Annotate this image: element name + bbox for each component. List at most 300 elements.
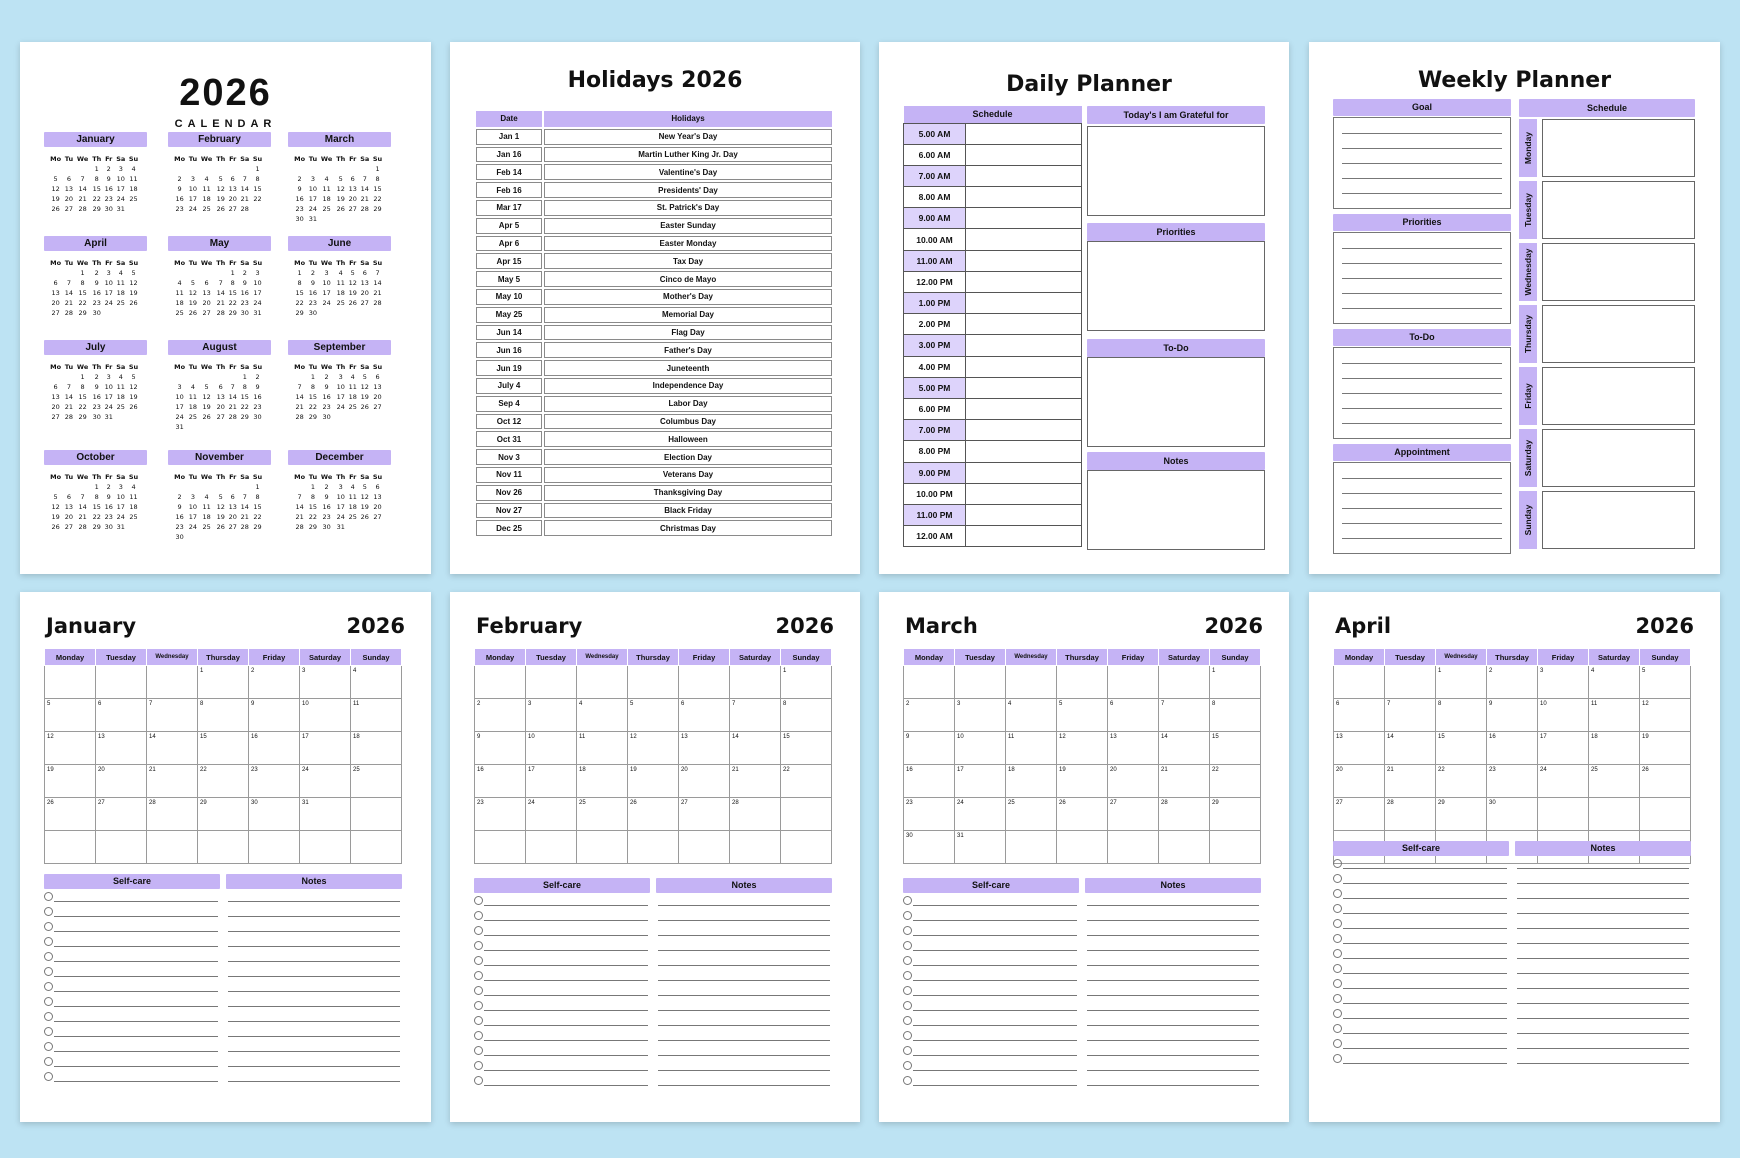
day-cell[interactable]: 21 <box>1159 765 1210 798</box>
notes-line[interactable] <box>1515 916 1691 931</box>
notes-line[interactable] <box>226 964 402 979</box>
day-cell[interactable]: 21 <box>1385 765 1436 798</box>
schedule-slot[interactable] <box>966 123 1082 144</box>
notes-line[interactable] <box>226 1009 402 1024</box>
day-cell[interactable]: 14 <box>147 732 198 765</box>
day-cell[interactable] <box>628 666 679 699</box>
day-cell[interactable] <box>1057 666 1108 699</box>
checkbox-circle-icon[interactable] <box>903 1001 912 1010</box>
checkbox-circle-icon[interactable] <box>903 1016 912 1025</box>
day-cell[interactable]: 16 <box>249 732 300 765</box>
notes-line[interactable] <box>1515 976 1691 991</box>
day-cell[interactable]: 28 <box>1385 798 1436 831</box>
day-cell[interactable]: 5 <box>1640 666 1691 699</box>
day-cell[interactable]: 20 <box>96 765 147 798</box>
day-box-sunday[interactable] <box>1542 491 1695 549</box>
notes-line[interactable] <box>226 1024 402 1039</box>
day-cell[interactable]: 18 <box>1006 765 1057 798</box>
schedule-slot[interactable] <box>966 208 1082 229</box>
day-cell[interactable]: 27 <box>96 798 147 831</box>
checkbox-circle-icon[interactable] <box>1333 1054 1342 1063</box>
checkbox-circle-icon[interactable] <box>44 952 53 961</box>
day-cell[interactable]: 21 <box>730 765 781 798</box>
day-cell[interactable] <box>45 666 96 699</box>
selfcare-item[interactable] <box>1333 1051 1509 1066</box>
day-cell[interactable] <box>45 831 96 864</box>
selfcare-item[interactable] <box>1333 1036 1509 1051</box>
day-cell[interactable]: 1 <box>781 666 832 699</box>
notes-line[interactable] <box>1085 1073 1261 1088</box>
notes-line[interactable] <box>1085 998 1261 1013</box>
day-cell[interactable] <box>1210 831 1261 864</box>
day-cell[interactable] <box>1589 798 1640 831</box>
day-cell[interactable] <box>1057 831 1108 864</box>
notes-line[interactable] <box>226 994 402 1009</box>
day-cell[interactable]: 14 <box>1159 732 1210 765</box>
day-cell[interactable]: 19 <box>1057 765 1108 798</box>
notes-line[interactable] <box>1085 983 1261 998</box>
notes-line[interactable] <box>656 1058 832 1073</box>
day-cell[interactable]: 3 <box>955 699 1006 732</box>
day-cell[interactable]: 22 <box>198 765 249 798</box>
selfcare-item[interactable] <box>44 964 220 979</box>
day-cell[interactable]: 29 <box>1436 798 1487 831</box>
day-cell[interactable]: 9 <box>249 699 300 732</box>
day-box-wednesday[interactable] <box>1542 243 1695 301</box>
selfcare-item[interactable] <box>474 953 650 968</box>
notes-line[interactable] <box>656 923 832 938</box>
day-cell[interactable]: 19 <box>628 765 679 798</box>
day-cell[interactable] <box>198 831 249 864</box>
day-cell[interactable]: 17 <box>300 732 351 765</box>
checkbox-circle-icon[interactable] <box>1333 934 1342 943</box>
selfcare-item[interactable] <box>1333 991 1509 1006</box>
selfcare-item[interactable] <box>903 1013 1079 1028</box>
day-cell[interactable]: 13 <box>679 732 730 765</box>
notes-line[interactable] <box>226 1054 402 1069</box>
day-cell[interactable]: 12 <box>1640 699 1691 732</box>
day-cell[interactable]: 10 <box>1538 699 1589 732</box>
todo-lines-box[interactable] <box>1333 347 1511 439</box>
checkbox-circle-icon[interactable] <box>474 896 483 905</box>
day-cell[interactable] <box>475 666 526 699</box>
selfcare-item[interactable] <box>44 949 220 964</box>
day-cell[interactable]: 28 <box>147 798 198 831</box>
selfcare-item[interactable] <box>903 1058 1079 1073</box>
notes-line[interactable] <box>226 919 402 934</box>
day-cell[interactable]: 13 <box>96 732 147 765</box>
schedule-slot[interactable] <box>966 314 1082 335</box>
day-cell[interactable]: 8 <box>1436 699 1487 732</box>
day-cell[interactable]: 30 <box>904 831 955 864</box>
day-cell[interactable]: 3 <box>1538 666 1589 699</box>
day-cell[interactable] <box>904 666 955 699</box>
day-cell[interactable]: 13 <box>1108 732 1159 765</box>
notes-line[interactable] <box>656 908 832 923</box>
day-cell[interactable]: 20 <box>679 765 730 798</box>
notes-line[interactable] <box>656 968 832 983</box>
notes-line[interactable] <box>656 938 832 953</box>
checkbox-circle-icon[interactable] <box>474 1076 483 1085</box>
selfcare-item[interactable] <box>903 1043 1079 1058</box>
day-cell[interactable]: 17 <box>1538 732 1589 765</box>
schedule-slot[interactable] <box>966 356 1082 377</box>
day-cell[interactable] <box>1006 831 1057 864</box>
day-cell[interactable] <box>526 666 577 699</box>
day-cell[interactable]: 12 <box>628 732 679 765</box>
checkbox-circle-icon[interactable] <box>474 971 483 980</box>
day-cell[interactable]: 2 <box>904 699 955 732</box>
day-cell[interactable]: 16 <box>475 765 526 798</box>
notes-line[interactable] <box>656 1013 832 1028</box>
checkbox-circle-icon[interactable] <box>474 1031 483 1040</box>
day-cell[interactable]: 9 <box>904 732 955 765</box>
day-cell[interactable]: 8 <box>1210 699 1261 732</box>
day-cell[interactable]: 1 <box>1436 666 1487 699</box>
notes-line[interactable] <box>1085 938 1261 953</box>
day-cell[interactable]: 9 <box>1487 699 1538 732</box>
goal-lines-box[interactable] <box>1333 117 1511 209</box>
checkbox-circle-icon[interactable] <box>474 1061 483 1070</box>
checkbox-circle-icon[interactable] <box>903 896 912 905</box>
notes-line[interactable] <box>1515 1021 1691 1036</box>
schedule-slot[interactable] <box>966 187 1082 208</box>
day-cell[interactable]: 18 <box>351 732 402 765</box>
notes-line[interactable] <box>226 1069 402 1084</box>
day-cell[interactable] <box>96 831 147 864</box>
notes-line[interactable] <box>1515 961 1691 976</box>
notes-line[interactable] <box>1085 968 1261 983</box>
checkbox-circle-icon[interactable] <box>44 1072 53 1081</box>
notes-line[interactable] <box>656 1043 832 1058</box>
selfcare-item[interactable] <box>44 994 220 1009</box>
selfcare-item[interactable] <box>44 1039 220 1054</box>
day-cell[interactable]: 26 <box>1640 765 1691 798</box>
day-cell[interactable]: 10 <box>300 699 351 732</box>
day-cell[interactable]: 28 <box>1159 798 1210 831</box>
day-cell[interactable]: 10 <box>955 732 1006 765</box>
day-cell[interactable]: 31 <box>300 798 351 831</box>
notes-line[interactable] <box>1515 1036 1691 1051</box>
day-cell[interactable]: 1 <box>1210 666 1261 699</box>
appointment-lines-box[interactable] <box>1333 462 1511 554</box>
day-cell[interactable]: 30 <box>249 798 300 831</box>
day-cell[interactable]: 2 <box>1487 666 1538 699</box>
day-cell[interactable] <box>300 831 351 864</box>
notes-line[interactable] <box>656 1028 832 1043</box>
notes-box[interactable] <box>1087 470 1265 550</box>
selfcare-item[interactable] <box>1333 871 1509 886</box>
day-cell[interactable]: 23 <box>249 765 300 798</box>
day-cell[interactable] <box>679 666 730 699</box>
grateful-box[interactable] <box>1087 126 1265 216</box>
selfcare-item[interactable] <box>1333 1006 1509 1021</box>
day-cell[interactable] <box>679 831 730 864</box>
day-cell[interactable]: 19 <box>1640 732 1691 765</box>
selfcare-item[interactable] <box>903 1073 1079 1088</box>
priorities-box[interactable] <box>1087 241 1265 331</box>
checkbox-circle-icon[interactable] <box>1333 964 1342 973</box>
selfcare-item[interactable] <box>903 1028 1079 1043</box>
selfcare-item[interactable] <box>44 889 220 904</box>
checkbox-circle-icon[interactable] <box>1333 859 1342 868</box>
selfcare-item[interactable] <box>903 923 1079 938</box>
schedule-slot[interactable] <box>966 441 1082 462</box>
day-cell[interactable]: 15 <box>198 732 249 765</box>
day-box-tuesday[interactable] <box>1542 181 1695 239</box>
notes-line[interactable] <box>1515 1051 1691 1066</box>
checkbox-circle-icon[interactable] <box>1333 1024 1342 1033</box>
checkbox-circle-icon[interactable] <box>44 1057 53 1066</box>
notes-line[interactable] <box>1085 908 1261 923</box>
day-cell[interactable]: 26 <box>1057 798 1108 831</box>
checkbox-circle-icon[interactable] <box>1333 994 1342 1003</box>
day-cell[interactable]: 20 <box>1108 765 1159 798</box>
day-cell[interactable]: 4 <box>1006 699 1057 732</box>
selfcare-item[interactable] <box>1333 931 1509 946</box>
day-cell[interactable]: 11 <box>1589 699 1640 732</box>
day-cell[interactable]: 24 <box>526 798 577 831</box>
selfcare-item[interactable] <box>1333 1021 1509 1036</box>
day-cell[interactable]: 31 <box>955 831 1006 864</box>
notes-line[interactable] <box>1085 1058 1261 1073</box>
selfcare-item[interactable] <box>474 998 650 1013</box>
checkbox-circle-icon[interactable] <box>1333 979 1342 988</box>
checkbox-circle-icon[interactable] <box>903 1076 912 1085</box>
day-cell[interactable] <box>96 666 147 699</box>
day-cell[interactable]: 28 <box>730 798 781 831</box>
schedule-slot[interactable] <box>966 165 1082 186</box>
selfcare-item[interactable] <box>903 983 1079 998</box>
checkbox-circle-icon[interactable] <box>474 1001 483 1010</box>
day-cell[interactable]: 24 <box>300 765 351 798</box>
notes-line[interactable] <box>1515 931 1691 946</box>
day-cell[interactable]: 4 <box>1589 666 1640 699</box>
day-cell[interactable]: 12 <box>1057 732 1108 765</box>
notes-line[interactable] <box>1085 953 1261 968</box>
day-cell[interactable] <box>1108 831 1159 864</box>
day-cell[interactable]: 22 <box>1436 765 1487 798</box>
checkbox-circle-icon[interactable] <box>474 1016 483 1025</box>
day-cell[interactable]: 4 <box>577 699 628 732</box>
selfcare-item[interactable] <box>1333 946 1509 961</box>
day-cell[interactable]: 25 <box>1589 765 1640 798</box>
selfcare-item[interactable] <box>44 1009 220 1024</box>
checkbox-circle-icon[interactable] <box>474 941 483 950</box>
selfcare-item[interactable] <box>1333 916 1509 931</box>
notes-line[interactable] <box>1085 923 1261 938</box>
day-cell[interactable]: 23 <box>475 798 526 831</box>
day-cell[interactable] <box>249 831 300 864</box>
day-cell[interactable]: 10 <box>526 732 577 765</box>
checkbox-circle-icon[interactable] <box>44 1027 53 1036</box>
day-cell[interactable]: 4 <box>351 666 402 699</box>
day-cell[interactable]: 13 <box>1334 732 1385 765</box>
checkbox-circle-icon[interactable] <box>1333 949 1342 958</box>
schedule-slot[interactable] <box>966 462 1082 483</box>
selfcare-item[interactable] <box>1333 901 1509 916</box>
selfcare-item[interactable] <box>474 983 650 998</box>
checkbox-circle-icon[interactable] <box>1333 1039 1342 1048</box>
notes-line[interactable] <box>656 1073 832 1088</box>
checkbox-circle-icon[interactable] <box>44 922 53 931</box>
notes-line[interactable] <box>656 953 832 968</box>
todo-box[interactable] <box>1087 357 1265 447</box>
selfcare-item[interactable] <box>44 979 220 994</box>
day-cell[interactable]: 2 <box>249 666 300 699</box>
day-cell[interactable]: 21 <box>147 765 198 798</box>
notes-line[interactable] <box>1085 1043 1261 1058</box>
selfcare-item[interactable] <box>903 938 1079 953</box>
schedule-slot[interactable] <box>966 335 1082 356</box>
day-box-friday[interactable] <box>1542 367 1695 425</box>
checkbox-circle-icon[interactable] <box>903 926 912 935</box>
notes-line[interactable] <box>1515 886 1691 901</box>
day-cell[interactable]: 11 <box>351 699 402 732</box>
day-cell[interactable]: 27 <box>679 798 730 831</box>
day-cell[interactable]: 6 <box>1334 699 1385 732</box>
day-cell[interactable]: 26 <box>45 798 96 831</box>
schedule-slot[interactable] <box>966 271 1082 292</box>
notes-line[interactable] <box>1515 1006 1691 1021</box>
selfcare-item[interactable] <box>44 1054 220 1069</box>
notes-line[interactable] <box>226 889 402 904</box>
selfcare-item[interactable] <box>474 1073 650 1088</box>
day-cell[interactable]: 27 <box>1108 798 1159 831</box>
selfcare-item[interactable] <box>474 1043 650 1058</box>
checkbox-circle-icon[interactable] <box>44 997 53 1006</box>
checkbox-circle-icon[interactable] <box>44 967 53 976</box>
day-cell[interactable]: 18 <box>577 765 628 798</box>
schedule-slot[interactable] <box>966 144 1082 165</box>
schedule-slot[interactable] <box>966 293 1082 314</box>
selfcare-item[interactable] <box>44 919 220 934</box>
checkbox-circle-icon[interactable] <box>903 956 912 965</box>
day-cell[interactable]: 24 <box>1538 765 1589 798</box>
day-cell[interactable]: 29 <box>198 798 249 831</box>
day-cell[interactable]: 5 <box>1057 699 1108 732</box>
day-cell[interactable]: 26 <box>628 798 679 831</box>
checkbox-circle-icon[interactable] <box>474 926 483 935</box>
schedule-slot[interactable] <box>966 483 1082 504</box>
day-cell[interactable]: 5 <box>45 699 96 732</box>
schedule-slot[interactable] <box>966 377 1082 398</box>
day-cell[interactable] <box>955 666 1006 699</box>
notes-line[interactable] <box>1085 1028 1261 1043</box>
day-cell[interactable]: 15 <box>1436 732 1487 765</box>
day-cell[interactable] <box>351 798 402 831</box>
checkbox-circle-icon[interactable] <box>903 1061 912 1070</box>
day-cell[interactable] <box>1640 798 1691 831</box>
day-cell[interactable] <box>1334 666 1385 699</box>
day-cell[interactable] <box>1108 666 1159 699</box>
checkbox-circle-icon[interactable] <box>1333 1009 1342 1018</box>
schedule-slot[interactable] <box>966 250 1082 271</box>
day-cell[interactable]: 3 <box>300 666 351 699</box>
selfcare-item[interactable] <box>474 908 650 923</box>
notes-line[interactable] <box>1515 856 1691 871</box>
day-cell[interactable]: 25 <box>351 765 402 798</box>
day-cell[interactable]: 1 <box>198 666 249 699</box>
day-cell[interactable]: 14 <box>730 732 781 765</box>
day-cell[interactable]: 6 <box>1108 699 1159 732</box>
day-cell[interactable]: 25 <box>577 798 628 831</box>
day-cell[interactable]: 6 <box>96 699 147 732</box>
day-cell[interactable]: 25 <box>1006 798 1057 831</box>
checkbox-circle-icon[interactable] <box>474 956 483 965</box>
checkbox-circle-icon[interactable] <box>44 1012 53 1021</box>
day-cell[interactable] <box>1538 798 1589 831</box>
day-cell[interactable]: 23 <box>1487 765 1538 798</box>
day-cell[interactable]: 17 <box>526 765 577 798</box>
day-cell[interactable] <box>781 798 832 831</box>
notes-line[interactable] <box>226 934 402 949</box>
notes-line[interactable] <box>226 949 402 964</box>
day-cell[interactable] <box>147 666 198 699</box>
checkbox-circle-icon[interactable] <box>44 982 53 991</box>
day-cell[interactable]: 22 <box>781 765 832 798</box>
selfcare-item[interactable] <box>474 1013 650 1028</box>
notes-line[interactable] <box>656 998 832 1013</box>
day-cell[interactable]: 24 <box>955 798 1006 831</box>
day-cell[interactable] <box>526 831 577 864</box>
selfcare-item[interactable] <box>903 998 1079 1013</box>
selfcare-item[interactable] <box>44 1069 220 1084</box>
day-cell[interactable] <box>730 831 781 864</box>
day-cell[interactable]: 22 <box>1210 765 1261 798</box>
notes-line[interactable] <box>1515 991 1691 1006</box>
checkbox-circle-icon[interactable] <box>474 1046 483 1055</box>
day-cell[interactable]: 16 <box>904 765 955 798</box>
notes-line[interactable] <box>656 983 832 998</box>
selfcare-item[interactable] <box>474 923 650 938</box>
checkbox-circle-icon[interactable] <box>903 1046 912 1055</box>
day-cell[interactable]: 17 <box>955 765 1006 798</box>
day-cell[interactable]: 27 <box>1334 798 1385 831</box>
selfcare-item[interactable] <box>1333 856 1509 871</box>
day-cell[interactable]: 9 <box>475 732 526 765</box>
day-cell[interactable]: 14 <box>1385 732 1436 765</box>
day-cell[interactable]: 23 <box>904 798 955 831</box>
day-cell[interactable] <box>628 831 679 864</box>
schedule-slot[interactable] <box>966 504 1082 525</box>
selfcare-item[interactable] <box>903 893 1079 908</box>
checkbox-circle-icon[interactable] <box>1333 874 1342 883</box>
day-cell[interactable]: 30 <box>1487 798 1538 831</box>
notes-line[interactable] <box>1085 1013 1261 1028</box>
day-cell[interactable]: 3 <box>526 699 577 732</box>
day-cell[interactable]: 19 <box>45 765 96 798</box>
day-cell[interactable]: 7 <box>1159 699 1210 732</box>
day-cell[interactable]: 7 <box>1385 699 1436 732</box>
selfcare-item[interactable] <box>44 1024 220 1039</box>
selfcare-item[interactable] <box>903 908 1079 923</box>
day-cell[interactable]: 8 <box>781 699 832 732</box>
day-cell[interactable] <box>577 666 628 699</box>
day-cell[interactable]: 16 <box>1487 732 1538 765</box>
day-cell[interactable] <box>147 831 198 864</box>
day-cell[interactable] <box>781 831 832 864</box>
day-cell[interactable]: 20 <box>1334 765 1385 798</box>
notes-line[interactable] <box>226 1039 402 1054</box>
day-cell[interactable] <box>1159 831 1210 864</box>
selfcare-item[interactable] <box>474 893 650 908</box>
notes-line[interactable] <box>1085 893 1261 908</box>
notes-line[interactable] <box>226 979 402 994</box>
day-cell[interactable]: 2 <box>475 699 526 732</box>
selfcare-item[interactable] <box>474 968 650 983</box>
notes-line[interactable] <box>1515 946 1691 961</box>
